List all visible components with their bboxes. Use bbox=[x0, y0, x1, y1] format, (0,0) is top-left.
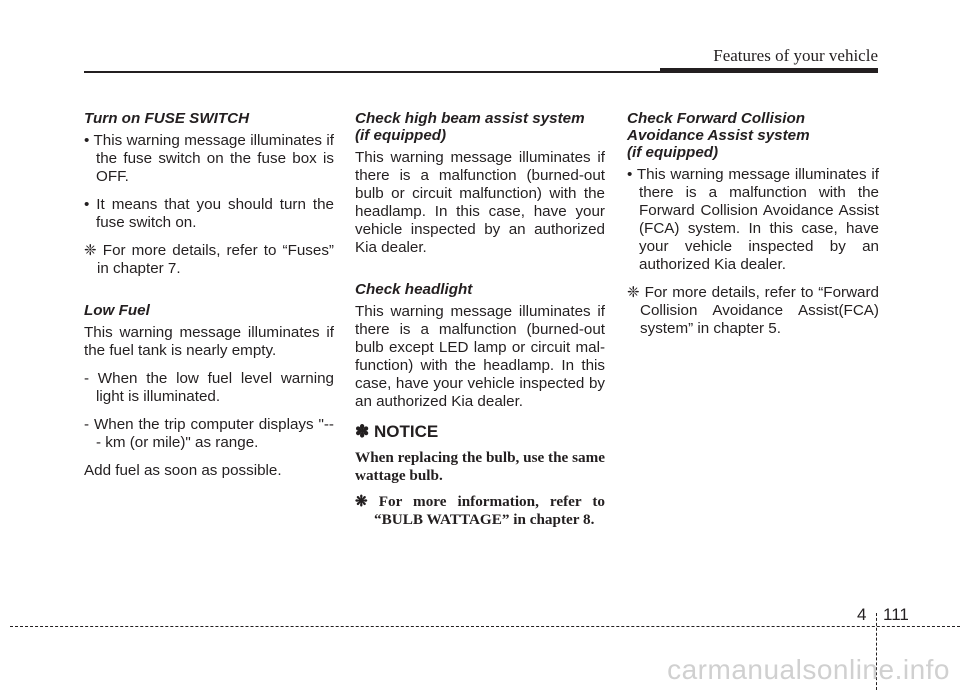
paragraph-low-fuel: This warning message illuminates if the fuel tank is nearly empty. bbox=[84, 324, 334, 359]
heading-fca-line2: Avoidance Assist system bbox=[627, 127, 810, 144]
dash-item-warning-light: - When the low fuel level warning light is illuminated. bbox=[84, 370, 334, 405]
notice-paragraph: When replacing the bulb, use the same wattage bulb. bbox=[355, 449, 605, 484]
bullet-turn-on: • It means that you should turn the fuse switch on. bbox=[84, 196, 334, 231]
heading-fuse-switch: Turn on FUSE SWITCH bbox=[84, 110, 250, 127]
paragraph-add-fuel: Add fuel as soon as possible. bbox=[84, 462, 282, 479]
paragraph-headlight: This warning message illuminates if there is a malfunction (burned-out bulb except LED lamp or circuit mal-function) with the headlamp. In this case, have your vehicle inspected by an authorized Kia dealer. bbox=[355, 303, 605, 410]
heading-fca-line1: Check Forward Collision bbox=[627, 110, 806, 127]
heading-high-beam-line2: (if equipped) bbox=[355, 127, 447, 144]
heading-high-beam-assist bbox=[355, 110, 605, 144]
dash-item-trip-computer: - When the trip computer displays "--- km (or mile)" as range. bbox=[84, 416, 334, 451]
bullet-fca: • This warning message illuminates if there is a malfunction with the Forward Collision Avoidance Assist (FCA) system. In this case, have your vehicle inspected by an authorized Kia dealer. bbox=[627, 166, 879, 273]
heading-check-headlight: Check headlight bbox=[355, 281, 473, 298]
paragraph-high-beam: This warning message illuminates if there is a malfunction (burned-out bulb or circuit malfunction) with the headlamp. In this case, have your vehicle inspected by an authorized Kia dealer. bbox=[355, 149, 605, 256]
watermark: carmanualsonline.info bbox=[667, 654, 950, 685]
heading-low-fuel: Low Fuel bbox=[84, 302, 150, 319]
note-fuses: ❈ For more details, refer to “Fuses” in chapter 7. bbox=[84, 242, 334, 277]
column-3 bbox=[627, 110, 879, 348]
chapter-number: 4 bbox=[857, 605, 867, 624]
heading-fca-line3: (if equipped) bbox=[627, 144, 719, 161]
column-2 bbox=[355, 110, 605, 529]
heading-high-beam-line1: Check high beam assist system bbox=[355, 110, 585, 127]
page-number: 111 bbox=[883, 605, 909, 624]
footer-rule bbox=[10, 626, 960, 627]
heading-fca bbox=[627, 110, 879, 161]
bullet-fuse-off: • This warning message illuminates if the fuse switch on the fuse box is OFF. bbox=[84, 132, 334, 185]
header-rule-accent bbox=[660, 68, 878, 73]
note-fca: ❈ For more details, refer to “Forward Collision Avoidance Assist(FCA) system” in chapter 5. bbox=[627, 284, 879, 337]
notice-title: ✽ NOTICE bbox=[355, 422, 439, 441]
section-title: Features of your vehicle bbox=[713, 46, 878, 65]
column-1 bbox=[84, 110, 334, 490]
notice-note: ❋ For more information, refer to “BULB WATTAGE” in chapter 8. bbox=[355, 493, 605, 528]
